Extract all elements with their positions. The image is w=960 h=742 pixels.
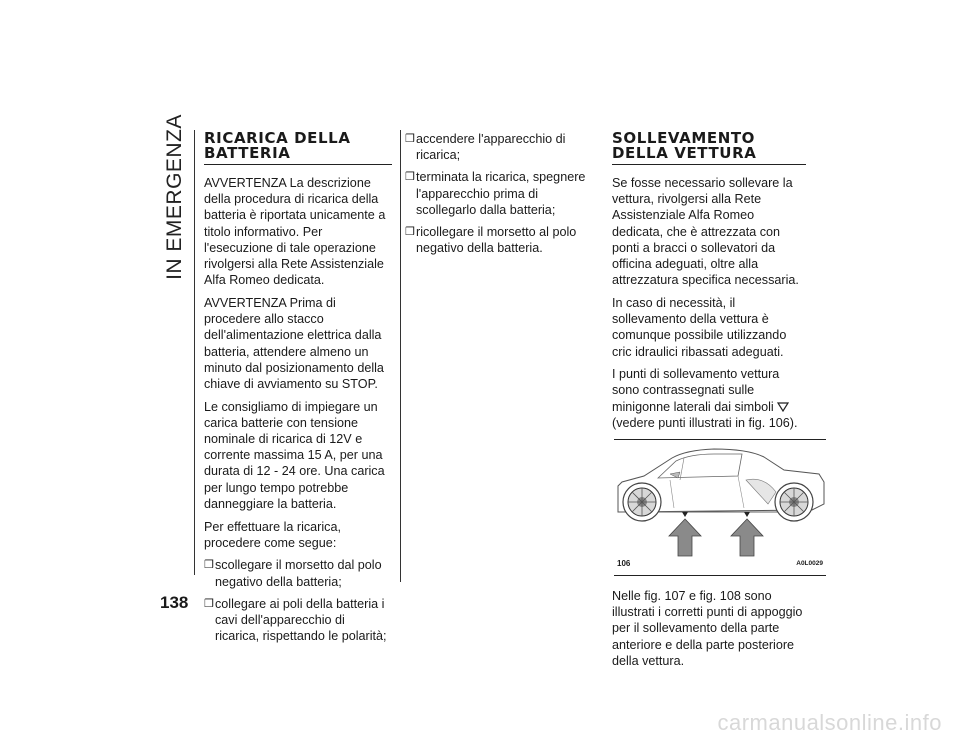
paragraph-lifting-2: In caso di necessità, il sollevamento della vettura è comunque possibile utilizzando cric idraulici ribassati adeguati. xyxy=(612,295,787,359)
car-side-illustration xyxy=(614,440,826,575)
section-tab xyxy=(158,114,192,280)
paragraph-lifting-3: I punti di sollevamento vettura sono contrassegnati sulle minigonne laterali dai simboli (vedere punti illustrati in fig. 106). xyxy=(612,367,798,430)
list-item: ❒ ricollegare il morsetto al polo negativo della batteria. xyxy=(405,225,577,256)
list-item: ❒ scollegare il morsetto dal polo negativo della batteria; xyxy=(204,558,382,589)
column-divider-right xyxy=(400,130,401,582)
page-number: 138 xyxy=(160,593,189,612)
list-item: ❒ accendere l'apparecchio di ricarica; xyxy=(405,132,566,163)
column-divider-left xyxy=(194,130,195,575)
paragraph-charger-advice: Le consigliamo di impiegare un carica batterie con tensione nominale di ricarica di 12V e corrente massima 15 A, per una durata di 12 - 24 ore. Una carica per lungo tempo potrebbe danneggiare la batteria. xyxy=(204,399,385,511)
figure-code: A0L0029 xyxy=(796,559,823,567)
watermark: carmanualsonline.info xyxy=(717,710,942,735)
bullet-icon: ❒ xyxy=(204,597,214,610)
paragraph-lifting-1: Se fosse necessario sollevare la vettura, rivolgersi alla Rete Assistenziale Alfa Romeo dedicata, che è attrezzata con ponti a bracci o sollevatori da officina adeguati, oltre alla attrezzatura specifica necessaria. xyxy=(612,176,799,288)
section-tab-label: IN EMERGENZA xyxy=(163,114,187,280)
column-battery-continued xyxy=(405,131,597,262)
paragraph-warning-2: AVVERTENZA Prima di procedere allo stacco dell'alimentazione elettrica dalla batteria, attendere almeno un minuto dal posizionamento della chiave di avviamento su STOP. xyxy=(204,295,384,391)
paragraph-procedure-intro: Per effettuare la ricarica, procedere come segue: xyxy=(204,519,341,550)
heading-battery-charging: RICARICA DELLA BATTERIA xyxy=(204,131,392,165)
paragraph-lifting-4: Nelle fig. 107 e fig. 108 sono illustrati i corretti punti di appoggio per il sollevamento della parte anteriore e della parte posteriore della vettura. xyxy=(612,589,803,668)
paragraph-warning-1: AVVERTENZA La descrizione della procedura di ricarica della batteria è riportata unicamente a titolo informativo. Per l'esecuzione di tale operazione rivolgersi alla Rete Assistenziale Alfa Romeo dedicata. xyxy=(204,176,386,288)
lifting-point-icon xyxy=(777,402,789,412)
list-item: ❒ terminata la ricarica, spegnere l'apparecchio prima di scollegarlo dalla batteria; xyxy=(405,170,586,217)
figure-106 xyxy=(614,439,826,576)
bullet-icon: ❒ xyxy=(405,226,415,239)
figure-number: 106 xyxy=(617,558,631,568)
heading-vehicle-lifting: SOLLEVAMENTO DELLA VETTURA xyxy=(612,131,806,165)
column-lifting xyxy=(612,129,823,676)
bullet-icon: ❒ xyxy=(405,171,415,184)
bullet-icon: ❒ xyxy=(405,133,415,145)
bullet-icon: ❒ xyxy=(204,559,214,572)
column-battery xyxy=(204,131,392,650)
list-item: ❒ collegare ai poli della batteria i cavi dell'apparecchio di ricarica, rispettando le polarità; xyxy=(204,596,387,644)
